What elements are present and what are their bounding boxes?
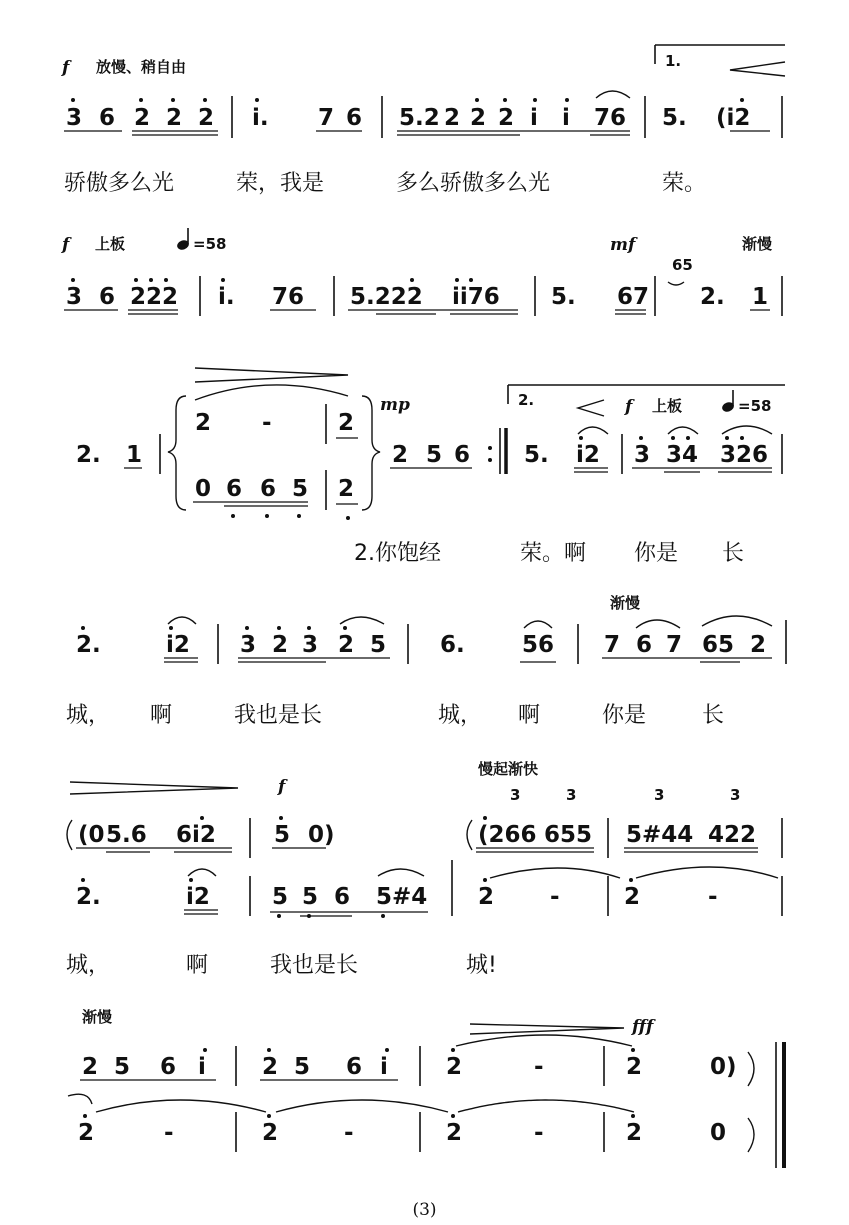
- crescendo-mark: [730, 62, 785, 76]
- note: i: [530, 105, 538, 131]
- note: 2: [195, 410, 212, 436]
- note: 2: [272, 632, 289, 658]
- note: 2: [446, 1054, 463, 1080]
- note: 65: [702, 632, 735, 658]
- metronome-mark: =58: [738, 397, 772, 415]
- note: 2.: [76, 632, 101, 658]
- lyric: 荣。啊: [520, 541, 587, 566]
- note: 5.: [662, 105, 687, 131]
- note: 655: [544, 822, 593, 848]
- note: 1: [752, 284, 769, 310]
- note: -: [344, 1120, 354, 1146]
- note: 5: [274, 822, 291, 848]
- tempo-text: 渐慢: [82, 1008, 113, 1026]
- tempo-text: 渐慢: [610, 594, 641, 612]
- note: 5.6: [106, 822, 147, 848]
- volta-2-label: 2.: [518, 391, 535, 409]
- note: 56: [522, 632, 555, 658]
- note: 2.: [700, 284, 725, 310]
- note: (266: [478, 822, 537, 848]
- note: -: [708, 884, 718, 910]
- note: ii76: [452, 284, 500, 310]
- lyric: 荣。: [662, 171, 707, 196]
- note: 5: [302, 884, 319, 910]
- note: 2: [626, 1054, 643, 1080]
- lyric: 城!: [466, 953, 497, 978]
- triplet-mark: 3: [730, 786, 741, 804]
- note: 6: [99, 284, 116, 310]
- note: 6: [346, 1054, 363, 1080]
- tempo-text: 上板: [95, 235, 126, 253]
- note: i2: [186, 884, 210, 910]
- note: -: [164, 1120, 174, 1146]
- note: 5: [292, 476, 309, 502]
- note: 2: [78, 1120, 95, 1146]
- grace-notes: 65: [672, 256, 693, 274]
- note: 2: [624, 884, 641, 910]
- note: i: [198, 1054, 206, 1080]
- lyric: 荣，我是: [236, 171, 325, 196]
- note: -: [550, 884, 560, 910]
- note: 2: [446, 1120, 463, 1146]
- tempo-text: 放慢、稍自由: [96, 58, 187, 76]
- note: 2: [262, 1120, 279, 1146]
- note: i: [380, 1054, 388, 1080]
- note: 2: [198, 105, 215, 131]
- note: 5: [426, 442, 443, 468]
- note: 3: [634, 442, 651, 468]
- tempo-text: 渐慢: [742, 235, 773, 253]
- dynamic-mark: f: [62, 235, 70, 255]
- note: i.: [252, 105, 269, 131]
- note: 222: [130, 284, 179, 310]
- note: 6: [636, 632, 653, 658]
- lyric: 你是: [634, 541, 679, 566]
- lyric: 城，: [438, 703, 483, 728]
- note: (0: [78, 822, 105, 848]
- triplet-mark: 3: [510, 786, 521, 804]
- lyric: 我也是长: [270, 953, 359, 978]
- note: 2: [392, 442, 409, 468]
- note: -: [262, 410, 272, 436]
- note: -: [534, 1054, 544, 1080]
- decrescendo-mark: [70, 782, 238, 794]
- dynamic-mark: f: [62, 58, 70, 78]
- note: 3: [302, 632, 319, 658]
- note: 2: [338, 632, 355, 658]
- note: 2: [750, 632, 767, 658]
- note: 2: [470, 105, 487, 131]
- note: 5.2: [399, 105, 440, 131]
- note: 76: [594, 105, 627, 131]
- lyric: 城，: [66, 953, 111, 978]
- note: 1: [126, 442, 143, 468]
- note: 3: [66, 284, 83, 310]
- decrescendo-mark: [195, 368, 348, 382]
- lyric: 我也是长: [234, 703, 323, 728]
- note: i.: [218, 284, 235, 310]
- lyric: 城，: [66, 703, 111, 728]
- note: 326: [720, 442, 769, 468]
- note: 2: [82, 1054, 99, 1080]
- note: 6i2: [176, 822, 216, 848]
- note: 0): [308, 822, 335, 848]
- note: 2: [478, 884, 495, 910]
- note: 2.: [76, 884, 101, 910]
- note: 3: [240, 632, 257, 658]
- triplet-mark: 3: [566, 786, 577, 804]
- lyric: 啊: [186, 953, 209, 978]
- note: 422: [708, 822, 757, 848]
- page-number: (3): [412, 1200, 437, 1220]
- dynamic-mark: mp: [380, 395, 410, 415]
- note: 2: [338, 410, 355, 436]
- note: 0: [195, 476, 212, 502]
- note: i: [562, 105, 570, 131]
- note: 34: [666, 442, 699, 468]
- decrescendo-mark: [470, 1024, 624, 1034]
- note: 5.222: [350, 284, 423, 310]
- lyric: 骄傲多么光: [64, 171, 175, 196]
- lyric: 啊: [150, 703, 173, 728]
- dynamic-mark: f: [625, 397, 633, 417]
- note: 5: [114, 1054, 131, 1080]
- system-5: [66, 760, 782, 978]
- system-1: [61, 45, 785, 196]
- note: 7: [666, 632, 683, 658]
- dynamic-mark: f: [278, 777, 286, 797]
- note: 5.: [551, 284, 576, 310]
- note: 6: [226, 476, 243, 502]
- note: 6: [346, 105, 363, 131]
- note: -: [534, 1120, 544, 1146]
- note: i2: [166, 632, 190, 658]
- system-4: [66, 594, 786, 728]
- note: 5#44: [626, 822, 694, 848]
- note: 2: [498, 105, 515, 131]
- tempo-text: 上板: [652, 397, 683, 415]
- note: 67: [617, 284, 650, 310]
- note: 5: [370, 632, 387, 658]
- note: 5: [272, 884, 289, 910]
- lyric: 多么骄傲多么光: [396, 171, 551, 196]
- note: 6: [334, 884, 351, 910]
- note: 5: [294, 1054, 311, 1080]
- system-6: [68, 1008, 784, 1168]
- note: 2: [338, 476, 355, 502]
- note: 6: [160, 1054, 177, 1080]
- note: 2.: [76, 442, 101, 468]
- note: 6: [99, 105, 116, 131]
- note: 7: [318, 105, 335, 131]
- crescendo-mark: [578, 400, 604, 416]
- dynamic-mark: fff: [632, 1017, 654, 1037]
- lyric: 长: [722, 541, 745, 566]
- lyric: 长: [702, 703, 725, 728]
- note: 2: [166, 105, 183, 131]
- note: 2: [444, 105, 461, 131]
- note: 6: [260, 476, 277, 502]
- system-2: [61, 228, 782, 316]
- note: i2: [576, 442, 600, 468]
- note: 5#4: [376, 884, 428, 910]
- note: 2: [626, 1120, 643, 1146]
- note: 6.: [440, 632, 465, 658]
- note: 6: [454, 442, 471, 468]
- note: 0): [710, 1054, 737, 1080]
- lyric: 2.你饱经: [354, 541, 441, 566]
- note: 7: [604, 632, 621, 658]
- note: 3: [66, 105, 83, 131]
- note: 5.: [524, 442, 549, 468]
- note: 0: [710, 1120, 727, 1146]
- note: 76: [272, 284, 305, 310]
- note: (i2: [716, 105, 751, 131]
- lyric: 啊: [518, 703, 541, 728]
- note: 2: [262, 1054, 279, 1080]
- volta-1-label: 1.: [665, 52, 682, 70]
- triplet-mark: 3: [654, 786, 665, 804]
- system-3: [76, 368, 785, 566]
- tempo-text: 慢起渐快: [478, 760, 539, 778]
- note: 2: [134, 105, 151, 131]
- dynamic-mark: mf: [610, 235, 636, 255]
- lyric: 你是: [602, 703, 647, 728]
- metronome-mark: =58: [193, 235, 227, 253]
